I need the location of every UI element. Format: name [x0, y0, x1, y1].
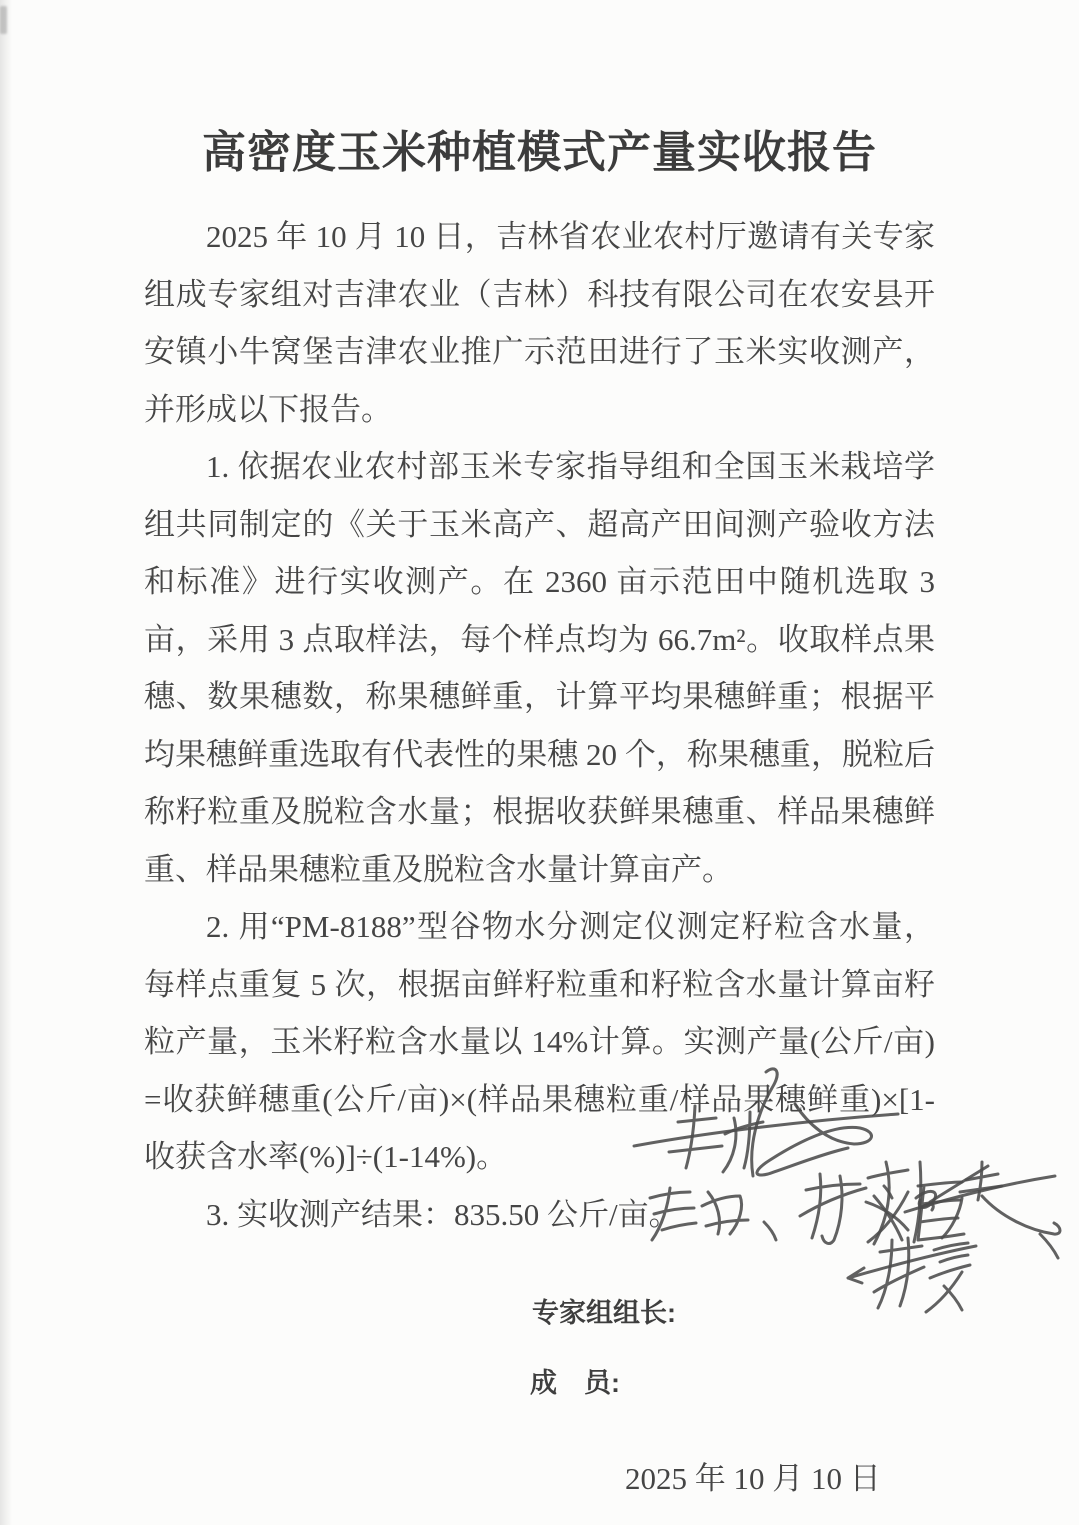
document-body: [144, 208, 935, 1243]
leader-signature-row: [144, 1285, 935, 1347]
document-title: 高密度玉米种植模式产量实收报告: [202, 128, 877, 177]
members-signature-row: [144, 1355, 935, 1417]
paragraph-result: 3. 实收测产结果：835.50 公斤/亩。: [206, 1196, 680, 1232]
paragraph-intro: 2025 年 10 月 10 日，吉林省农业农村厅邀请有关专家组成专家组对吉津农业（吉林）科技有限公司在农安县开安镇小牛窝堡吉津农业推广示范田进行了玉米实收测产，并形成以下报告。: [144, 219, 935, 427]
members-label: 成 员:: [530, 1367, 620, 1398]
date-row: [144, 1450, 935, 1508]
paragraph-method-2: 2. 用“PM-8188”型谷物水分测定仪测定籽粒含水量，每样点重复 5 次，根据亩鲜籽粒重和籽粒含水量计算亩籽粒产量，玉米籽粒含水量以 14%计算。实测产量(公斤/亩)=收获鲜穗重(公斤/亩)×(样品果穗粒重/样品果穗鲜重)×[1-收获含水率(%)]÷(1-14%)。: [144, 909, 935, 1174]
signature-block: [144, 1285, 935, 1508]
paragraph-method-1: 1. 依据农业农村部玉米专家指导组和全国玉米栽培学组共同制定的《关于玉米高产、超高产田间测产验收方法和标准》进行实收测产。在 2360 亩示范田中随机选取 3 亩，采用 3 点取样法，每个样点均为 66.7m²。收取样点果穗、数果穗数，称果穗鲜重，计算平均果穗鲜重；根据平均果穗鲜重选取有代表性的果穗 20 个，称果穗重，脱粒后称籽粒重及脱粒含水量；根据收获鲜果穗重、样品果穗鲜重、样品果穗粒重及脱粒含水量计算亩产。: [144, 449, 935, 887]
leader-label: 专家组组长:: [532, 1298, 676, 1328]
report-date: 2025 年 10 月 10 日: [625, 1461, 881, 1496]
scan-artifact: [0, 6, 7, 34]
